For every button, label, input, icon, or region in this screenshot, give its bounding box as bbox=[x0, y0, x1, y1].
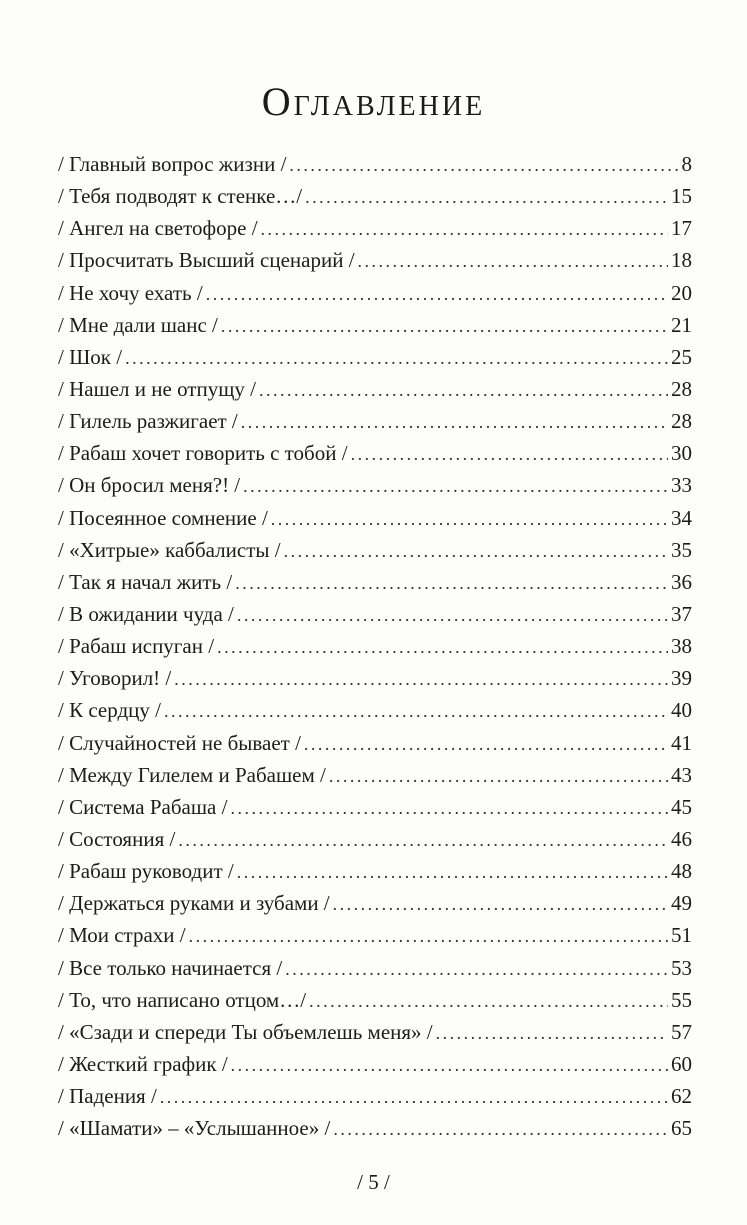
toc-entry-page: 36 bbox=[671, 569, 692, 594]
toc-entry bbox=[58, 405, 692, 437]
toc-leader-dots bbox=[230, 792, 668, 824]
toc-entry bbox=[58, 534, 692, 566]
toc-entry-title: / Нашел и не отпущу / bbox=[58, 376, 256, 401]
toc-leader-dots bbox=[304, 728, 668, 760]
toc-entry bbox=[58, 791, 692, 823]
toc-entry-title: / «Сзади и спереди Ты объемлешь меня» / bbox=[58, 1019, 433, 1044]
toc-leader-dots bbox=[333, 888, 668, 920]
toc-entry-title: / Мои страхи / bbox=[58, 923, 186, 948]
toc-entry-page: 40 bbox=[671, 698, 692, 723]
toc-entry bbox=[58, 277, 692, 309]
toc-entry bbox=[58, 1112, 692, 1144]
toc-entry-title: / Между Гилелем и Рабашем / bbox=[58, 762, 326, 787]
toc-entry bbox=[58, 566, 692, 598]
toc-leader-dots bbox=[241, 406, 668, 438]
toc-leader-dots bbox=[309, 985, 668, 1017]
toc-entry-title: / Ангел на светофоре / bbox=[58, 216, 258, 241]
toc-leader-dots bbox=[221, 310, 668, 342]
toc-leader-dots bbox=[289, 149, 678, 181]
toc-entry bbox=[58, 148, 692, 180]
toc-entry-title: / Гилель разжигает / bbox=[58, 409, 238, 434]
toc-leader-dots bbox=[160, 1081, 668, 1113]
toc-leader-dots bbox=[125, 342, 668, 374]
toc-entry bbox=[58, 952, 692, 984]
toc-entry bbox=[58, 469, 692, 501]
toc-leader-dots bbox=[231, 1049, 668, 1081]
toc-leader-dots bbox=[329, 760, 668, 792]
toc-entry-title: / Все только начинается / bbox=[58, 955, 283, 980]
toc-leader-dots bbox=[235, 567, 668, 599]
toc-entry-page: 25 bbox=[671, 344, 692, 369]
toc-entry-page: 57 bbox=[671, 1019, 692, 1044]
toc-entry-title: / Случайностей не бывает / bbox=[58, 730, 301, 755]
toc-leader-dots bbox=[237, 856, 668, 888]
toc-entry-page: 21 bbox=[671, 312, 692, 337]
table-of-contents bbox=[58, 148, 692, 1144]
toc-entry-title: / Держаться руками и зубами / bbox=[58, 891, 330, 916]
toc-entry-title: / Уговорил! / bbox=[58, 666, 172, 691]
toc-entry-page: 48 bbox=[671, 859, 692, 884]
toc-entry-page: 62 bbox=[671, 1084, 692, 1109]
toc-entry-title: / К сердцу / bbox=[58, 698, 161, 723]
toc-entry-title: / Не хочу ехать / bbox=[58, 280, 203, 305]
toc-entry bbox=[58, 502, 692, 534]
toc-entry bbox=[58, 309, 692, 341]
toc-entry-page: 65 bbox=[671, 1116, 692, 1141]
toc-leader-dots bbox=[243, 470, 668, 502]
toc-entry-title: / Главный вопрос жизни / bbox=[58, 152, 287, 176]
toc-entry-title: / «Шамати» – «Услышанное» / bbox=[58, 1116, 331, 1141]
toc-entry-title: / В ожидании чуда / bbox=[58, 601, 234, 626]
toc-entry-page: 49 bbox=[671, 891, 692, 916]
toc-entry-title: / Тебя подводят к стенке…/ bbox=[58, 184, 303, 209]
toc-entry-title: / Мне дали шанс / bbox=[58, 312, 218, 337]
toc-leader-dots bbox=[333, 1113, 668, 1145]
toc-entry bbox=[58, 437, 692, 469]
toc-entry bbox=[58, 373, 692, 405]
toc-entry-page: 20 bbox=[671, 280, 692, 305]
toc-entry bbox=[58, 759, 692, 791]
toc-entry-page: 51 bbox=[671, 923, 692, 948]
toc-entry bbox=[58, 887, 692, 919]
toc-leader-dots bbox=[351, 438, 668, 470]
toc-leader-dots bbox=[178, 824, 668, 856]
toc-entry-title: / Падения / bbox=[58, 1084, 157, 1109]
toc-entry-title: / Так я начал жить / bbox=[58, 569, 233, 594]
toc-entry-title: / Рабаш хочет говорить с тобой / bbox=[58, 441, 348, 466]
toc-entry-title: / Рабаш испуган / bbox=[58, 634, 215, 659]
toc-entry-page: 28 bbox=[671, 409, 692, 434]
toc-leader-dots bbox=[174, 663, 668, 695]
toc-entry bbox=[58, 1080, 692, 1112]
toc-entry-page: 33 bbox=[671, 473, 692, 498]
page-title: Оглавление bbox=[261, 79, 486, 124]
toc-entry-title: / Посеянное сомнение / bbox=[58, 505, 268, 530]
toc-entry-page: 43 bbox=[671, 762, 692, 787]
page-number: / 5 / bbox=[357, 1170, 390, 1194]
toc-entry bbox=[58, 662, 692, 694]
toc-entry-page: 60 bbox=[671, 1051, 692, 1076]
toc-leader-dots bbox=[305, 181, 668, 213]
toc-entry bbox=[58, 727, 692, 759]
toc-leader-dots bbox=[206, 278, 668, 310]
toc-entry-page: 41 bbox=[671, 730, 692, 755]
toc-leader-dots bbox=[261, 213, 668, 245]
toc-entry-title: / «Хитрые» каббалисты / bbox=[58, 537, 281, 562]
toc-entry-page: 39 bbox=[671, 666, 692, 691]
toc-entry-page: 37 bbox=[671, 601, 692, 626]
toc-entry-page: 30 bbox=[671, 441, 692, 466]
toc-leader-dots bbox=[358, 245, 668, 277]
toc-entry-title: / Рабаш руководит / bbox=[58, 859, 234, 884]
toc-entry bbox=[58, 984, 692, 1016]
toc-leader-dots bbox=[217, 631, 668, 663]
toc-entry-page: 38 bbox=[671, 634, 692, 659]
toc-leader-dots bbox=[285, 953, 668, 985]
toc-entry-page: 28 bbox=[671, 376, 692, 401]
toc-entry bbox=[58, 823, 692, 855]
toc-entry-page: 15 bbox=[671, 184, 692, 209]
toc-entry-page: 53 bbox=[671, 955, 692, 980]
toc-entry-title: / Жесткий график / bbox=[58, 1051, 228, 1076]
toc-entry-page: 34 bbox=[671, 505, 692, 530]
toc-entry-page: 55 bbox=[671, 987, 692, 1012]
toc-entry bbox=[58, 180, 692, 212]
toc-entry-title: / Состояния / bbox=[58, 826, 176, 851]
toc-leader-dots bbox=[189, 920, 668, 952]
toc-entry bbox=[58, 341, 692, 373]
toc-entry bbox=[58, 919, 692, 951]
toc-leader-dots bbox=[271, 503, 668, 535]
toc-entry-title: / То, что написано отцом…/ bbox=[58, 987, 307, 1012]
toc-entry-page: 18 bbox=[671, 248, 692, 273]
toc-leader-dots bbox=[164, 695, 668, 727]
toc-entry bbox=[58, 598, 692, 630]
toc-entry-title: / Он бросил меня?! / bbox=[58, 473, 241, 498]
toc-entry bbox=[58, 630, 692, 662]
toc-entry bbox=[58, 1016, 692, 1048]
toc-entry bbox=[58, 855, 692, 887]
toc-entry bbox=[58, 1048, 692, 1080]
toc-leader-dots bbox=[259, 374, 668, 406]
toc-entry-page: 17 bbox=[671, 216, 692, 241]
toc-entry-page: 45 bbox=[671, 794, 692, 819]
toc-entry-page: 46 bbox=[671, 826, 692, 851]
toc-leader-dots bbox=[284, 535, 668, 567]
toc-entry-page: 8 bbox=[681, 152, 692, 176]
toc-leader-dots bbox=[237, 599, 668, 631]
toc-entry-title: / Просчитать Высший сценарий / bbox=[58, 248, 355, 273]
toc-entry bbox=[58, 694, 692, 726]
toc-entry-page: 35 bbox=[671, 537, 692, 562]
toc-entry bbox=[58, 212, 692, 244]
toc-leader-dots bbox=[436, 1017, 668, 1049]
toc-entry-title: / Шок / bbox=[58, 344, 123, 369]
toc-entry bbox=[58, 244, 692, 276]
toc-entry-title: / Система Рабаша / bbox=[58, 794, 228, 819]
